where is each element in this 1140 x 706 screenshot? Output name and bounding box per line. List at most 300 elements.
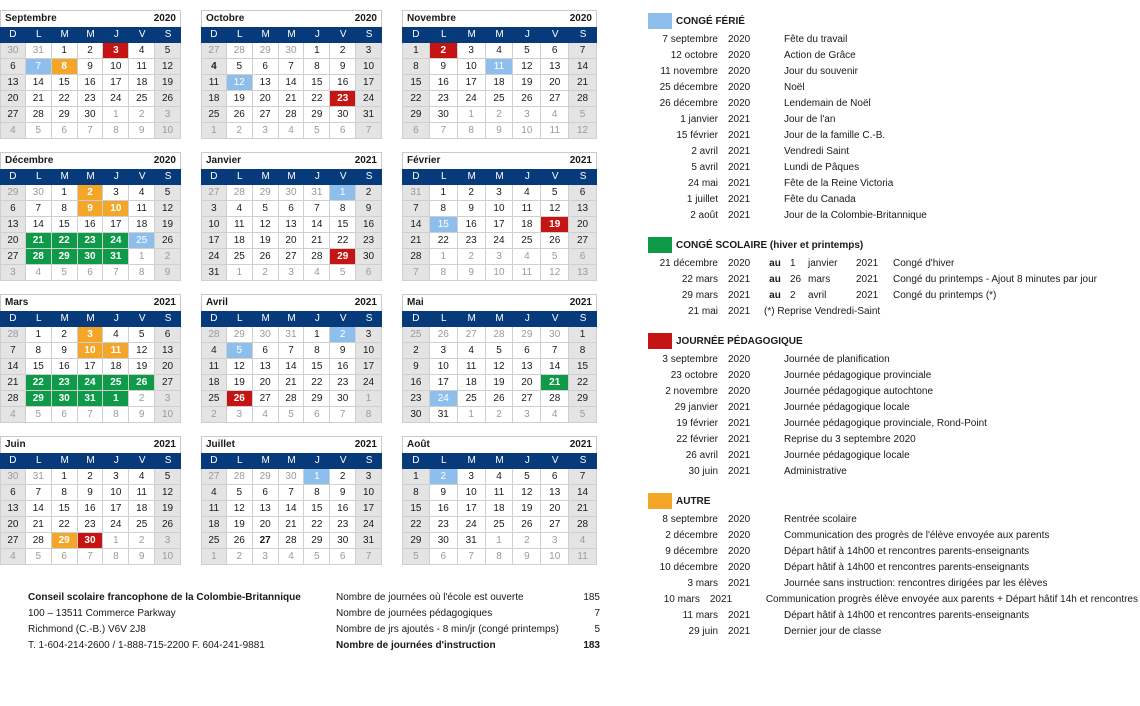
day-cell: 1 [330,185,356,201]
legend-cell: 2021 [856,290,879,301]
day-cell: 25 [201,391,227,407]
legend-year: 2020 [728,546,751,557]
legend-label: Reprise du 3 septembre 2020 [784,434,916,445]
day-cell: 8 [569,343,597,359]
day-cell: 24 [458,517,486,533]
legend-label: Noël [784,82,805,93]
day-cell: 19 [155,75,181,91]
day-cell: 15 [330,217,356,233]
day-cell: 5 [541,185,569,201]
weekday-header: J [304,27,330,43]
day-cell: 18 [486,75,514,91]
day-cell: 1 [430,249,458,265]
weekday-header: V [541,311,569,327]
stat-row [336,638,600,654]
day-cell: 14 [279,359,305,375]
legend-year: 2021 [728,402,751,413]
day-cell: 26 [541,233,569,249]
day-cell: 4 [129,185,155,201]
month-name: Novembre [407,13,456,24]
day-cell: 29 [402,533,430,549]
month-9 [402,294,597,423]
day-cell: 18 [513,217,541,233]
day-cell: 12 [227,501,253,517]
day-cell: 5 [304,549,330,565]
day-cell: 28 [0,327,26,343]
day-cell: 27 [0,107,26,123]
day-cell: 4 [541,107,569,123]
day-cell: 4 [129,43,155,59]
legend-label: Départ hâtif à 14h00 et rencontres parents-enseignants [784,610,1030,621]
legend-cell: 1 [790,258,796,269]
legend-year: 2020 [728,98,751,109]
month-grid [201,453,382,565]
day-cell: 22 [52,233,78,249]
day-cell: 31 [458,533,486,549]
legend-label: Jour de la Colombie-Britannique [784,210,927,221]
day-cell: 21 [304,233,330,249]
weekday-header: D [0,453,26,469]
day-cell: 2 [78,469,104,485]
day-cell: 6 [513,343,541,359]
day-cell: 7 [541,343,569,359]
day-cell: 30 [279,43,305,59]
day-cell: 7 [356,549,382,565]
day-cell: 25 [201,533,227,549]
day-cell: 30 [78,249,104,265]
day-cell: 12 [227,359,253,375]
legend-label: Journée de planification [784,354,890,365]
weekday-header: L [26,27,52,43]
day-cell: 11 [201,359,227,375]
day-cell: 8 [330,201,356,217]
legend-row [648,208,1138,224]
day-cell: 20 [0,91,26,107]
day-cell: 8 [103,549,129,565]
legend-row [648,192,1138,208]
day-cell: 21 [569,75,597,91]
day-cell: 7 [356,123,382,139]
day-cell: 21 [402,233,430,249]
legend-cell: 21 mai [687,306,718,317]
legend-label: Communication des progrès de l'élève envoyée aux parents [784,530,1050,541]
day-cell: 2 [330,469,356,485]
day-cell: 30 [330,107,356,123]
day-cell: 31 [26,43,52,59]
month-4 [0,152,181,281]
day-cell: 16 [458,217,486,233]
day-cell: 26 [129,375,155,391]
day-cell: 8 [304,343,330,359]
legend-year: 2021 [728,418,751,429]
day-cell: 3 [486,185,514,201]
weekday-header: J [304,169,330,185]
day-cell: 22 [330,233,356,249]
day-cell: 7 [279,343,305,359]
weekday-header: M [486,453,514,469]
day-cell: 6 [330,549,356,565]
legend-label: Lundi de Pâques [784,162,860,173]
month-grid [0,311,181,423]
day-cell: 3 [541,533,569,549]
day-cell: 30 [78,107,104,123]
day-cell: 6 [52,549,78,565]
day-cell: 31 [356,107,382,123]
day-cell: 11 [201,501,227,517]
day-cell: 12 [513,485,541,501]
stat-value: 5 [594,624,600,635]
weekday-header: V [541,453,569,469]
legend-cell: 2021 [728,306,751,317]
day-cell: 6 [155,327,181,343]
day-cell: 1 [486,533,514,549]
day-cell: 14 [569,485,597,501]
legend-year: 2020 [728,34,751,45]
month-year: 2021 [569,297,592,308]
weekday-header: M [78,311,104,327]
day-cell: 28 [304,249,330,265]
weekday-header: M [52,169,78,185]
legend-cell: mars [808,274,831,285]
day-cell: 31 [304,185,330,201]
day-cell: 12 [541,265,569,281]
day-cell: 28 [279,391,305,407]
day-cell: 25 [402,327,430,343]
legend-row [648,560,1138,576]
day-cell: 19 [541,217,569,233]
legend-date: 11 novembre [660,66,718,77]
month-name: Décembre [5,155,54,166]
day-cell: 13 [513,359,541,375]
day-cell: 6 [253,59,279,75]
weekday-header: L [227,453,253,469]
month-name: Juin [5,439,26,450]
day-cell: 3 [155,391,181,407]
legend-cell: 29 mars [681,290,718,301]
day-cell: 30 [279,469,305,485]
day-cell: 2 [253,265,279,281]
month-name: Février [407,155,441,166]
day-cell: 11 [486,485,514,501]
weekday-header: V [129,27,155,43]
day-cell: 24 [78,375,104,391]
day-cell: 14 [304,217,330,233]
day-cell: 1 [304,469,330,485]
day-cell: 6 [541,469,569,485]
day-cell: 16 [78,501,104,517]
weekday-header: M [279,453,305,469]
day-cell: 6 [402,123,430,139]
day-cell: 10 [356,343,382,359]
day-cell: 8 [103,407,129,423]
weekday-header: D [402,27,430,43]
day-cell: 8 [52,59,78,75]
day-cell: 31 [430,407,458,423]
day-cell: 20 [253,375,279,391]
weekday-header: D [402,169,430,185]
day-cell: 11 [103,343,129,359]
day-cell: 12 [155,59,181,75]
day-cell: 17 [103,501,129,517]
weekday-header: J [513,27,541,43]
day-cell: 28 [541,391,569,407]
day-cell: 10 [155,549,181,565]
day-cell: 30 [52,391,78,407]
legend-cell: janvier [808,258,838,269]
day-cell: 19 [155,217,181,233]
day-cell: 4 [486,43,514,59]
legend-section-title: CONGÉ FÉRIÉ [676,15,745,27]
day-cell: 14 [541,359,569,375]
day-cell: 15 [52,217,78,233]
day-cell: 8 [402,59,430,75]
legend-color-swatch [648,237,672,253]
weekday-header: M [458,27,486,43]
day-cell: 10 [513,123,541,139]
legend-cell: 26 [790,274,802,285]
day-cell: 7 [279,59,305,75]
day-cell: 3 [0,265,26,281]
day-cell: 3 [486,249,514,265]
legend-section-pedago [648,332,1138,480]
day-cell: 18 [486,501,514,517]
weekday-header: M [279,311,305,327]
day-cell: 11 [513,265,541,281]
day-cell: 15 [26,359,52,375]
month-year: 2021 [354,439,377,450]
legend-date: 7 septembre [662,34,718,45]
day-cell: 30 [0,469,26,485]
month-grid [402,311,597,423]
day-cell: 10 [486,201,514,217]
day-cell: 8 [129,265,155,281]
day-cell: 6 [356,265,382,281]
day-cell: 5 [227,485,253,501]
day-cell: 15 [402,501,430,517]
weekday-header: M [52,453,78,469]
month-8 [201,294,382,423]
legend-row [648,608,1138,624]
legend-date: 2 août [690,210,718,221]
legend-section-header [648,492,1138,510]
day-cell: 2 [227,123,253,139]
legend-row [648,288,1138,304]
day-cell: 5 [513,469,541,485]
day-cell: 3 [356,469,382,485]
day-cell: 4 [0,549,26,565]
day-cell: 12 [155,201,181,217]
day-cell: 14 [279,501,305,517]
weekday-header: D [402,453,430,469]
day-cell: 27 [155,375,181,391]
day-cell: 20 [155,359,181,375]
weekday-header: D [0,27,26,43]
legend-label: Journée pédagogique autochtone [784,386,934,397]
legend-year: 2021 [728,578,751,589]
month-header [0,10,181,27]
day-cell: 29 [52,533,78,549]
day-cell: 5 [26,549,52,565]
weekday-header: S [569,311,597,327]
calendar-area [0,10,620,565]
day-cell: 23 [402,391,430,407]
legend-date: 1 juillet [686,194,718,205]
day-cell: 18 [103,359,129,375]
day-cell: 17 [458,75,486,91]
legend-date: 19 février [676,418,718,429]
weekday-header: J [103,169,129,185]
day-cell: 5 [304,123,330,139]
weekday-header: M [458,169,486,185]
legend-row [648,512,1138,528]
month-header [0,294,181,311]
day-cell: 27 [0,533,26,549]
day-cell: 6 [569,185,597,201]
day-cell: 9 [155,265,181,281]
day-cell: 27 [541,91,569,107]
day-cell: 15 [52,75,78,91]
day-cell: 11 [569,549,597,565]
day-cell: 7 [458,549,486,565]
day-cell: 17 [356,501,382,517]
day-cell: 4 [201,343,227,359]
month-grid [0,27,181,139]
legend-cell: Congé du printemps - Ajout 8 minutes par jour [893,274,1097,285]
day-cell: 16 [330,501,356,517]
day-cell: 10 [103,201,129,217]
day-cell: 6 [279,201,305,217]
day-cell: 2 [330,327,356,343]
day-cell: 5 [227,59,253,75]
day-cell: 14 [569,59,597,75]
day-cell: 22 [402,517,430,533]
day-cell: 5 [513,43,541,59]
day-cell: 23 [330,517,356,533]
weekday-header: L [26,169,52,185]
weekday-header: V [330,453,356,469]
legend-color-swatch [648,333,672,349]
day-cell: 24 [356,517,382,533]
day-cell: 21 [26,233,52,249]
day-cell: 7 [78,123,104,139]
legend-section-title: JOURNÉE PÉDAGOGIQUE [676,335,803,347]
day-cell: 18 [129,501,155,517]
day-cell: 16 [78,75,104,91]
day-cell: 5 [253,201,279,217]
day-cell: 29 [253,469,279,485]
day-cell: 6 [541,43,569,59]
day-cell: 7 [569,43,597,59]
day-cell: 11 [513,201,541,217]
weekday-header: M [486,169,514,185]
day-cell: 7 [402,265,430,281]
day-cell: 30 [541,327,569,343]
day-cell: 14 [26,501,52,517]
day-cell: 16 [330,359,356,375]
day-cell: 19 [129,359,155,375]
weekday-header: D [0,169,26,185]
weekday-header: M [253,311,279,327]
month-header [0,436,181,453]
legend-year: 2020 [728,514,751,525]
weekday-header: M [486,311,514,327]
legend-row [648,176,1138,192]
day-cell: 19 [513,75,541,91]
day-cell: 5 [569,407,597,423]
day-cell: 3 [155,533,181,549]
weekday-header: M [279,169,305,185]
day-cell: 17 [201,233,227,249]
day-cell: 16 [52,359,78,375]
day-cell: 2 [356,185,382,201]
day-cell: 30 [26,185,52,201]
day-cell: 10 [103,59,129,75]
weekday-header: J [513,311,541,327]
day-cell: 25 [129,233,155,249]
day-cell: 16 [430,501,458,517]
day-cell: 13 [569,265,597,281]
weekday-header: S [155,453,181,469]
day-cell: 7 [78,407,104,423]
day-cell: 14 [26,75,52,91]
org-name: Conseil scolaire francophone de la Colombie-Britannique [28,592,301,603]
weekday-header: M [458,311,486,327]
month-grid [402,169,597,281]
stat-value: 7 [594,608,600,619]
month-name: Juillet [206,439,235,450]
legend-color-swatch [648,493,672,509]
day-cell: 23 [78,91,104,107]
month-header [201,294,382,311]
legend-year: 2021 [728,434,751,445]
month-5 [201,152,382,281]
legend-row [648,112,1138,128]
day-cell: 19 [227,375,253,391]
stat-label: Nombre de jrs ajoutés - 8 min/jr (congé printemps) [336,624,559,635]
day-cell: 7 [279,485,305,501]
weekday-header: V [330,311,356,327]
legend-row [648,384,1138,400]
day-cell: 1 [52,469,78,485]
day-cell: 11 [541,123,569,139]
day-cell: 10 [486,265,514,281]
month-header [201,10,382,27]
day-cell: 29 [0,185,26,201]
day-cell: 21 [0,375,26,391]
legend-year: 2021 [728,146,751,157]
stat-row [336,622,600,638]
weekday-header: L [227,169,253,185]
day-cell: 7 [78,549,104,565]
day-cell: 22 [430,233,458,249]
day-cell: 5 [541,249,569,265]
weekday-header: V [129,311,155,327]
weekday-header: J [513,169,541,185]
day-cell: 20 [541,75,569,91]
month-2 [201,10,382,139]
day-cell: 19 [227,517,253,533]
legend-label: Journée pédagogique locale [784,402,910,413]
month-grid [402,27,597,139]
day-cell: 1 [26,327,52,343]
stat-label: Nombre de journées d'instruction [336,640,496,651]
legend-section-ferie [648,12,1138,224]
day-cell: 6 [0,201,26,217]
day-cell: 9 [513,549,541,565]
day-cell: 15 [304,359,330,375]
day-cell: 23 [430,91,458,107]
day-cell: 22 [402,91,430,107]
